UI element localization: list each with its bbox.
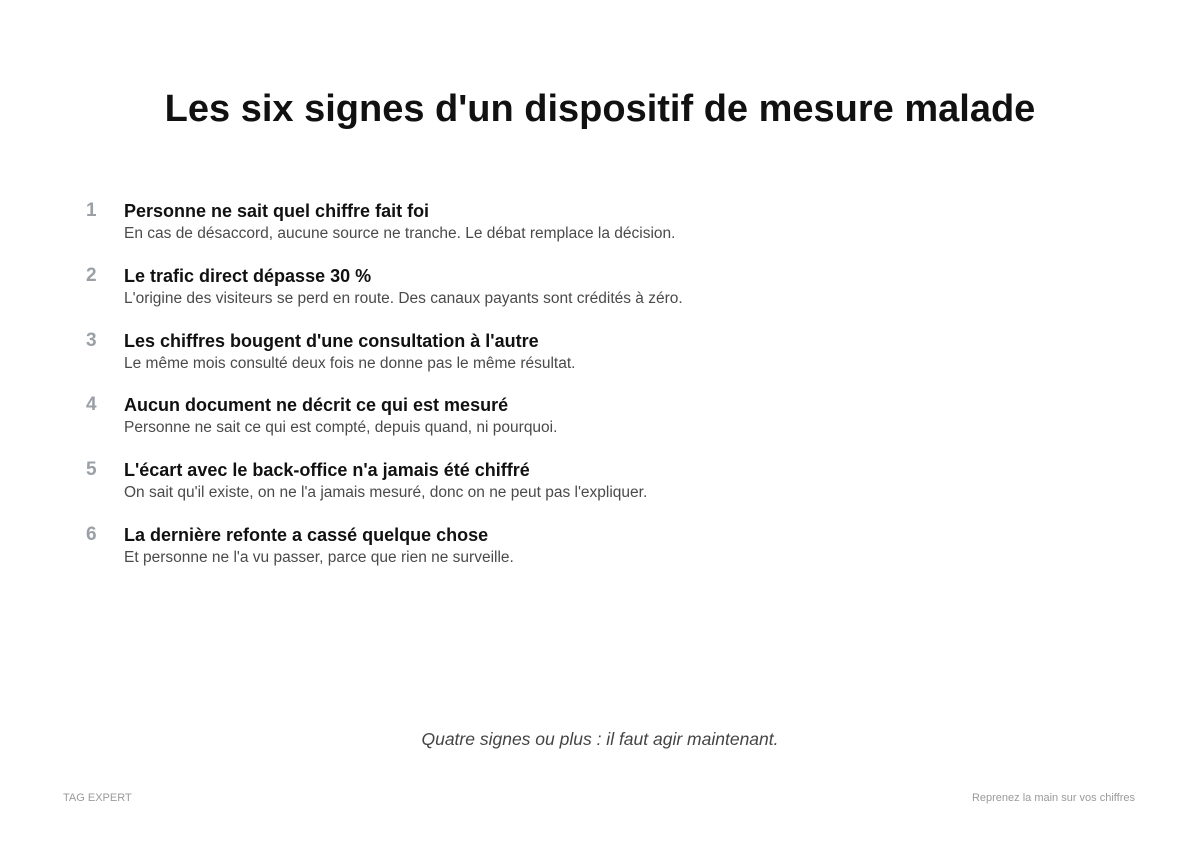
sign-number: 4 bbox=[86, 394, 97, 416]
footer-tagline: Reprenez la main sur vos chiffres bbox=[971, 792, 1135, 804]
sign-content bbox=[124, 457, 1106, 522]
sign-number: 2 bbox=[86, 264, 97, 286]
footer-brand: TAG EXPERT bbox=[63, 792, 132, 804]
signs-list bbox=[86, 198, 1106, 587]
sign-description: L'origine des visiteurs se perd en route. Des canaux payants sont crédités à zéro. bbox=[124, 289, 683, 307]
sign-heading: La dernière refonte a cassé quelque chose bbox=[124, 524, 489, 545]
sign-description: On sait qu'il existe, on ne l'a jamais mesuré, donc on ne peut pas l'expliquer. bbox=[124, 484, 648, 502]
sign-item-1 bbox=[86, 198, 1106, 263]
sign-content bbox=[124, 263, 1106, 328]
sign-heading: Le trafic direct dépasse 30 % bbox=[124, 265, 372, 286]
sign-number: 1 bbox=[86, 200, 97, 221]
sign-description: En cas de désaccord, aucune source ne tranche. Le débat remplace la décision. bbox=[124, 225, 676, 242]
sign-item-2 bbox=[86, 263, 1106, 328]
sign-description: Personne ne sait ce qui est compté, depuis quand, ni pourquoi. bbox=[124, 419, 558, 437]
sign-item-5 bbox=[86, 457, 1106, 522]
sign-content bbox=[124, 328, 1106, 393]
sign-content bbox=[124, 392, 1106, 457]
sign-heading: Aucun document ne décrit ce qui est mesuré bbox=[124, 395, 509, 416]
page-title: Les six signes d'un dispositif de mesure malade bbox=[164, 88, 1036, 130]
sign-heading: Les chiffres bougent d'une consultation à l'autre bbox=[124, 330, 539, 351]
sign-content bbox=[124, 198, 1106, 263]
sign-content bbox=[124, 522, 1106, 587]
sign-item-6 bbox=[86, 522, 1106, 587]
sign-description: Et personne ne l'a vu passer, parce que rien ne surveille. bbox=[124, 548, 514, 566]
sign-item-4 bbox=[86, 392, 1106, 457]
conclusion-text: Quatre signes ou plus : il faut agir maintenant. bbox=[421, 729, 779, 749]
sign-heading: Personne ne sait quel chiffre fait foi bbox=[124, 201, 430, 221]
sign-heading: L'écart avec le back-office n'a jamais été chiffré bbox=[124, 460, 530, 481]
sign-item-3 bbox=[86, 328, 1106, 393]
sign-number: 3 bbox=[86, 329, 97, 351]
sign-number: 5 bbox=[86, 459, 97, 481]
sign-description: Le même mois consulté deux fois ne donne pas le même résultat. bbox=[124, 354, 576, 372]
sign-number: 6 bbox=[86, 523, 97, 545]
